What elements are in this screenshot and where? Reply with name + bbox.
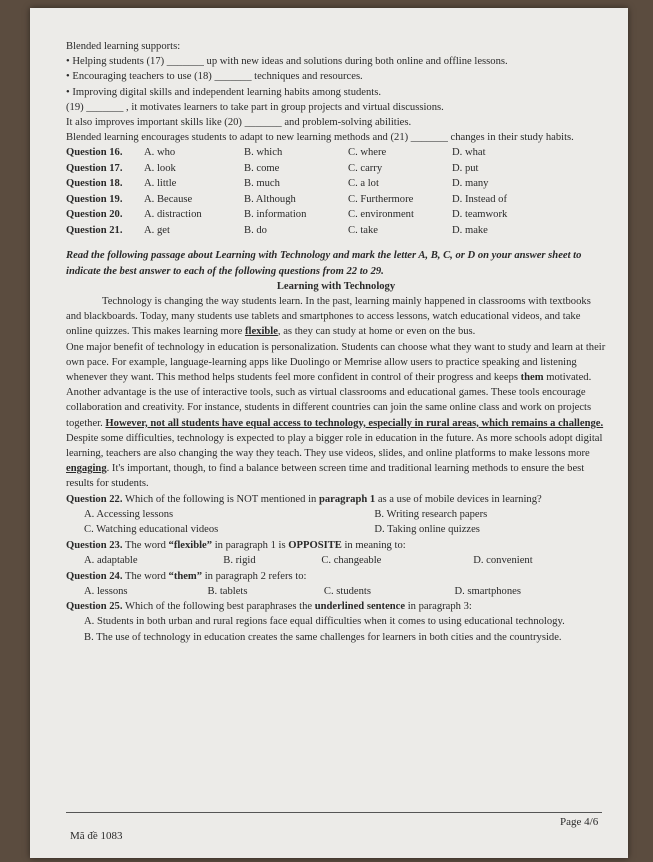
question-row: [66, 176, 507, 192]
q25-option-a: A. Students in both urban and rural regions face equal difficulties when it comes to using educational technology.: [84, 616, 565, 628]
option-b: B. information: [244, 209, 307, 221]
question-label: Question 20.: [66, 209, 123, 221]
option-c: C. take: [348, 224, 379, 236]
section-header: Blended learning supports:: [66, 41, 181, 52]
option-d: D. make: [452, 224, 488, 236]
question-label: Question 24.: [66, 570, 123, 582]
paragraph-3: [66, 385, 606, 431]
cloze-line-20: It also improves important skills like (20) _______ and problem-solving abilities.: [66, 117, 412, 129]
q23-options: [66, 553, 606, 569]
option-a: A. little: [144, 178, 177, 190]
word-engaging: engaging: [66, 463, 107, 475]
text-run: The word: [122, 570, 169, 582]
word-flexible: flexible: [244, 326, 278, 338]
text-run: Technology is changing the way students learn. In the past, learning mainly happened in classrooms with textbooks and blackboards. Today, many students use tablets and smartphones to access lessons, watch educational videos, and take online quizzes. This makes learning more: [66, 296, 591, 338]
option-d: D. what: [452, 147, 486, 159]
page-content: [66, 39, 606, 645]
text-run: in paragraph 1 is: [212, 539, 289, 551]
page-number: Page 4/6: [560, 816, 599, 828]
text-run: in paragraph 3:: [405, 601, 472, 613]
option-a: A. adaptable: [84, 555, 138, 567]
text-run: “flexible”: [168, 539, 213, 551]
option-d: D. put: [452, 162, 479, 174]
question-23: [66, 538, 606, 553]
text-run: One major benefit of technology in education is personalization. Students can choose what they want to study and learn at their own pace. For example, language-learning apps like Duolingo or Memrise allow users to practice speaking and listening whenever they want. This method helps students feel more confident in control of their progress and keeps: [66, 341, 606, 384]
option-d: D. Taking online quizzes: [374, 524, 480, 536]
paragraph-4: [66, 431, 606, 492]
text-run: , as they can study at home or even on the bus.: [277, 326, 476, 338]
question-label: Question 23.: [66, 539, 123, 551]
text-run: as a use of mobile devices in learning?: [375, 493, 542, 505]
question-label: Question 22.: [66, 493, 123, 505]
option-d: D. many: [452, 178, 489, 190]
bullet-item: • Improving digital skills and independent learning habits among students.: [66, 85, 606, 100]
text-run: motivated.: [543, 372, 592, 384]
q25-option-b: B. The use of technology in education creates the same challenges for learners in both cities and the countryside.: [84, 631, 562, 643]
question-25: [66, 599, 606, 614]
question-22: [66, 492, 606, 507]
option-b: B. do: [244, 224, 267, 236]
question-row: [66, 207, 507, 223]
text-run: in paragraph 2 refers to:: [202, 570, 307, 582]
option-c: C. where: [348, 147, 387, 159]
word-them: them: [520, 372, 544, 384]
exam-code: Mã đề 1083: [70, 830, 123, 842]
question-row: [66, 223, 507, 239]
option-d: D. smartphones: [454, 585, 521, 597]
cloze-line-21: Blended learning encourages students to adapt to new learning methods and (21) _______ changes in their study habits.: [66, 132, 574, 144]
text-run: Despite some difficulties, technology is expected to play a bigger role in education in the future. As more schools adopt digital learning, teachers are also changing the way they teach. They use videos, slides, and online platforms to make lessons more: [66, 432, 603, 460]
text-run: OPPOSITE: [288, 539, 342, 551]
option-a: A. who: [144, 147, 176, 159]
option-a: A. get: [144, 224, 170, 236]
bullet-item: • Helping students (17) _______ up with new ideas and solutions during both online and offline lessons.: [66, 54, 606, 69]
question-row: [66, 161, 507, 177]
option-b: B. Writing research papers: [374, 508, 488, 520]
text-run: Which of the following is NOT mentioned in: [122, 493, 319, 505]
paragraph-1: [66, 294, 606, 340]
option-b: B. much: [244, 178, 280, 190]
text-run: Which of the following best paraphrases the: [122, 601, 315, 613]
option-c: C. changeable: [321, 555, 382, 567]
text-run: “them”: [168, 570, 203, 582]
option-b: B. rigid: [223, 555, 256, 567]
options-table: [66, 145, 507, 238]
reading-instruction: Read the following passage about Learning with Technology and mark the letter A, B, C, or D on your answer sheet to indicate the best answer to each of the following questions from 22 to 29.: [66, 250, 582, 277]
text-run: The word: [122, 539, 169, 551]
question-label: Question 25.: [66, 601, 123, 613]
question-row: [66, 192, 507, 208]
text-run: paragraph 1: [318, 493, 376, 505]
question-label: Question 21.: [66, 224, 123, 236]
option-b: B. which: [244, 147, 283, 159]
option-b: B. Although: [244, 193, 296, 205]
text-run: underlined sentence: [314, 601, 406, 613]
question-label: Question 18.: [66, 178, 123, 190]
text-run: in meaning to:: [341, 539, 406, 551]
question-24: [66, 569, 606, 584]
option-c: C. students: [323, 585, 371, 597]
option-d: D. Instead of: [452, 193, 508, 205]
question-label: Question 17.: [66, 162, 123, 174]
option-a: A. Accessing lessons: [84, 508, 174, 520]
text-run: Another advantage is the use of interactive tools, such as virtual classrooms and educational games. These tools encourage collaboration and creativity. For instance, students in different countries can join the same online class and work on projects together.: [66, 387, 592, 429]
footer-divider: [66, 812, 602, 813]
option-d: D. teamwork: [452, 209, 508, 221]
option-a: A. distraction: [144, 209, 202, 221]
option-a: A. Because: [144, 193, 193, 205]
option-c: C. Watching educational videos: [84, 524, 219, 536]
option-a: A. look: [144, 162, 176, 174]
bullet-item: • Encouraging teachers to use (18) _______ techniques and resources.: [66, 69, 606, 84]
q24-options: [66, 584, 606, 600]
option-c: C. a lot: [348, 178, 379, 190]
underlined-sentence: However, not all students have equal access to technology, especially in rural areas, which remains a challenge.: [105, 417, 604, 429]
option-b: B. come: [244, 162, 280, 174]
option-c: C. environment: [348, 209, 414, 221]
option-b: B. tablets: [207, 585, 248, 597]
passage-title: Learning with Technology: [276, 280, 396, 292]
question-label: Question 16.: [66, 147, 123, 159]
option-c: C. Furthermore: [348, 193, 414, 205]
q22-options: [66, 507, 606, 538]
cloze-line-19: (19) _______ , it motivates learners to take part in group projects and virtual discussions.: [66, 101, 444, 113]
option-d: D. convenient: [473, 555, 533, 567]
exam-page: [30, 8, 628, 858]
question-row: [66, 145, 507, 161]
question-label: Question 19.: [66, 193, 123, 205]
paragraph-2: [66, 340, 606, 386]
option-a: A. lessons: [84, 585, 128, 597]
text-run: . It's important, though, to find a balance between screen time and traditional learning methods to ensure the best results for students.: [66, 463, 585, 490]
option-c: C. carry: [348, 162, 383, 174]
